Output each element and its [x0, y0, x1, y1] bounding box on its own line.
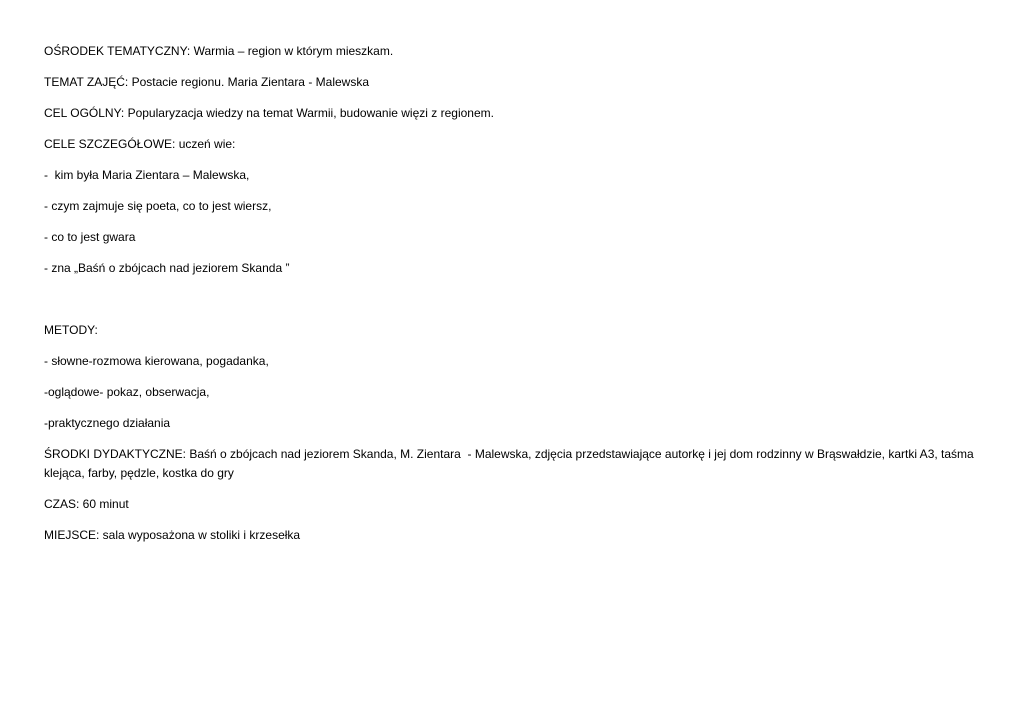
- methods-heading: METODY:: [44, 323, 98, 337]
- method-item-2: -oglądowe- pokaz, obserwacja,: [44, 385, 210, 399]
- goal-item-3: - co to jest gwara: [44, 230, 136, 244]
- method-item-1: - słowne-rozmowa kierowana, pogadanka,: [44, 354, 269, 368]
- location-line: MIEJSCE: sala wyposażona w stoliki i krzesełka: [44, 528, 301, 542]
- goal-item-2: - czym zajmuje się poeta, co to jest wiersz,: [44, 199, 272, 213]
- general-goal-line: CEL OGÓLNY: Popularyzacja wiedzy na temat Warmii, budowanie więzi z regionem.: [44, 106, 494, 120]
- document-page: [44, 42, 984, 557]
- method-item-3: -praktycznego działania: [44, 416, 171, 430]
- goal-item-1: - kim była Maria Zientara – Malewska,: [44, 168, 250, 182]
- lesson-topic-line: TEMAT ZAJĘĆ: Postacie regionu. Maria Zientara - Malewska: [44, 75, 369, 89]
- topic-center-line: OŚRODEK TEMATYCZNY: Warmia – region w którym mieszkam.: [44, 44, 394, 58]
- goal-item-4: - zna „Baśń o zbójcach nad jeziorem Skanda ”: [44, 261, 290, 275]
- duration-line: CZAS: 60 minut: [44, 497, 129, 511]
- blank-spacer: [44, 290, 984, 321]
- teaching-aids-line: ŚRODKI DYDAKTYCZNE: Baśń o zbójcach nad jeziorem Skanda, M. Zientara - Malewska, zdjęcia przedstawiające autorkę i jej dom rodzinny w Brąswałdzie, kartki A3, taśma klejąca, farby, pędzle, kostka do gry: [44, 447, 978, 480]
- detailed-goals-heading: CELE SZCZEGÓŁOWE: uczeń wie:: [44, 137, 236, 151]
